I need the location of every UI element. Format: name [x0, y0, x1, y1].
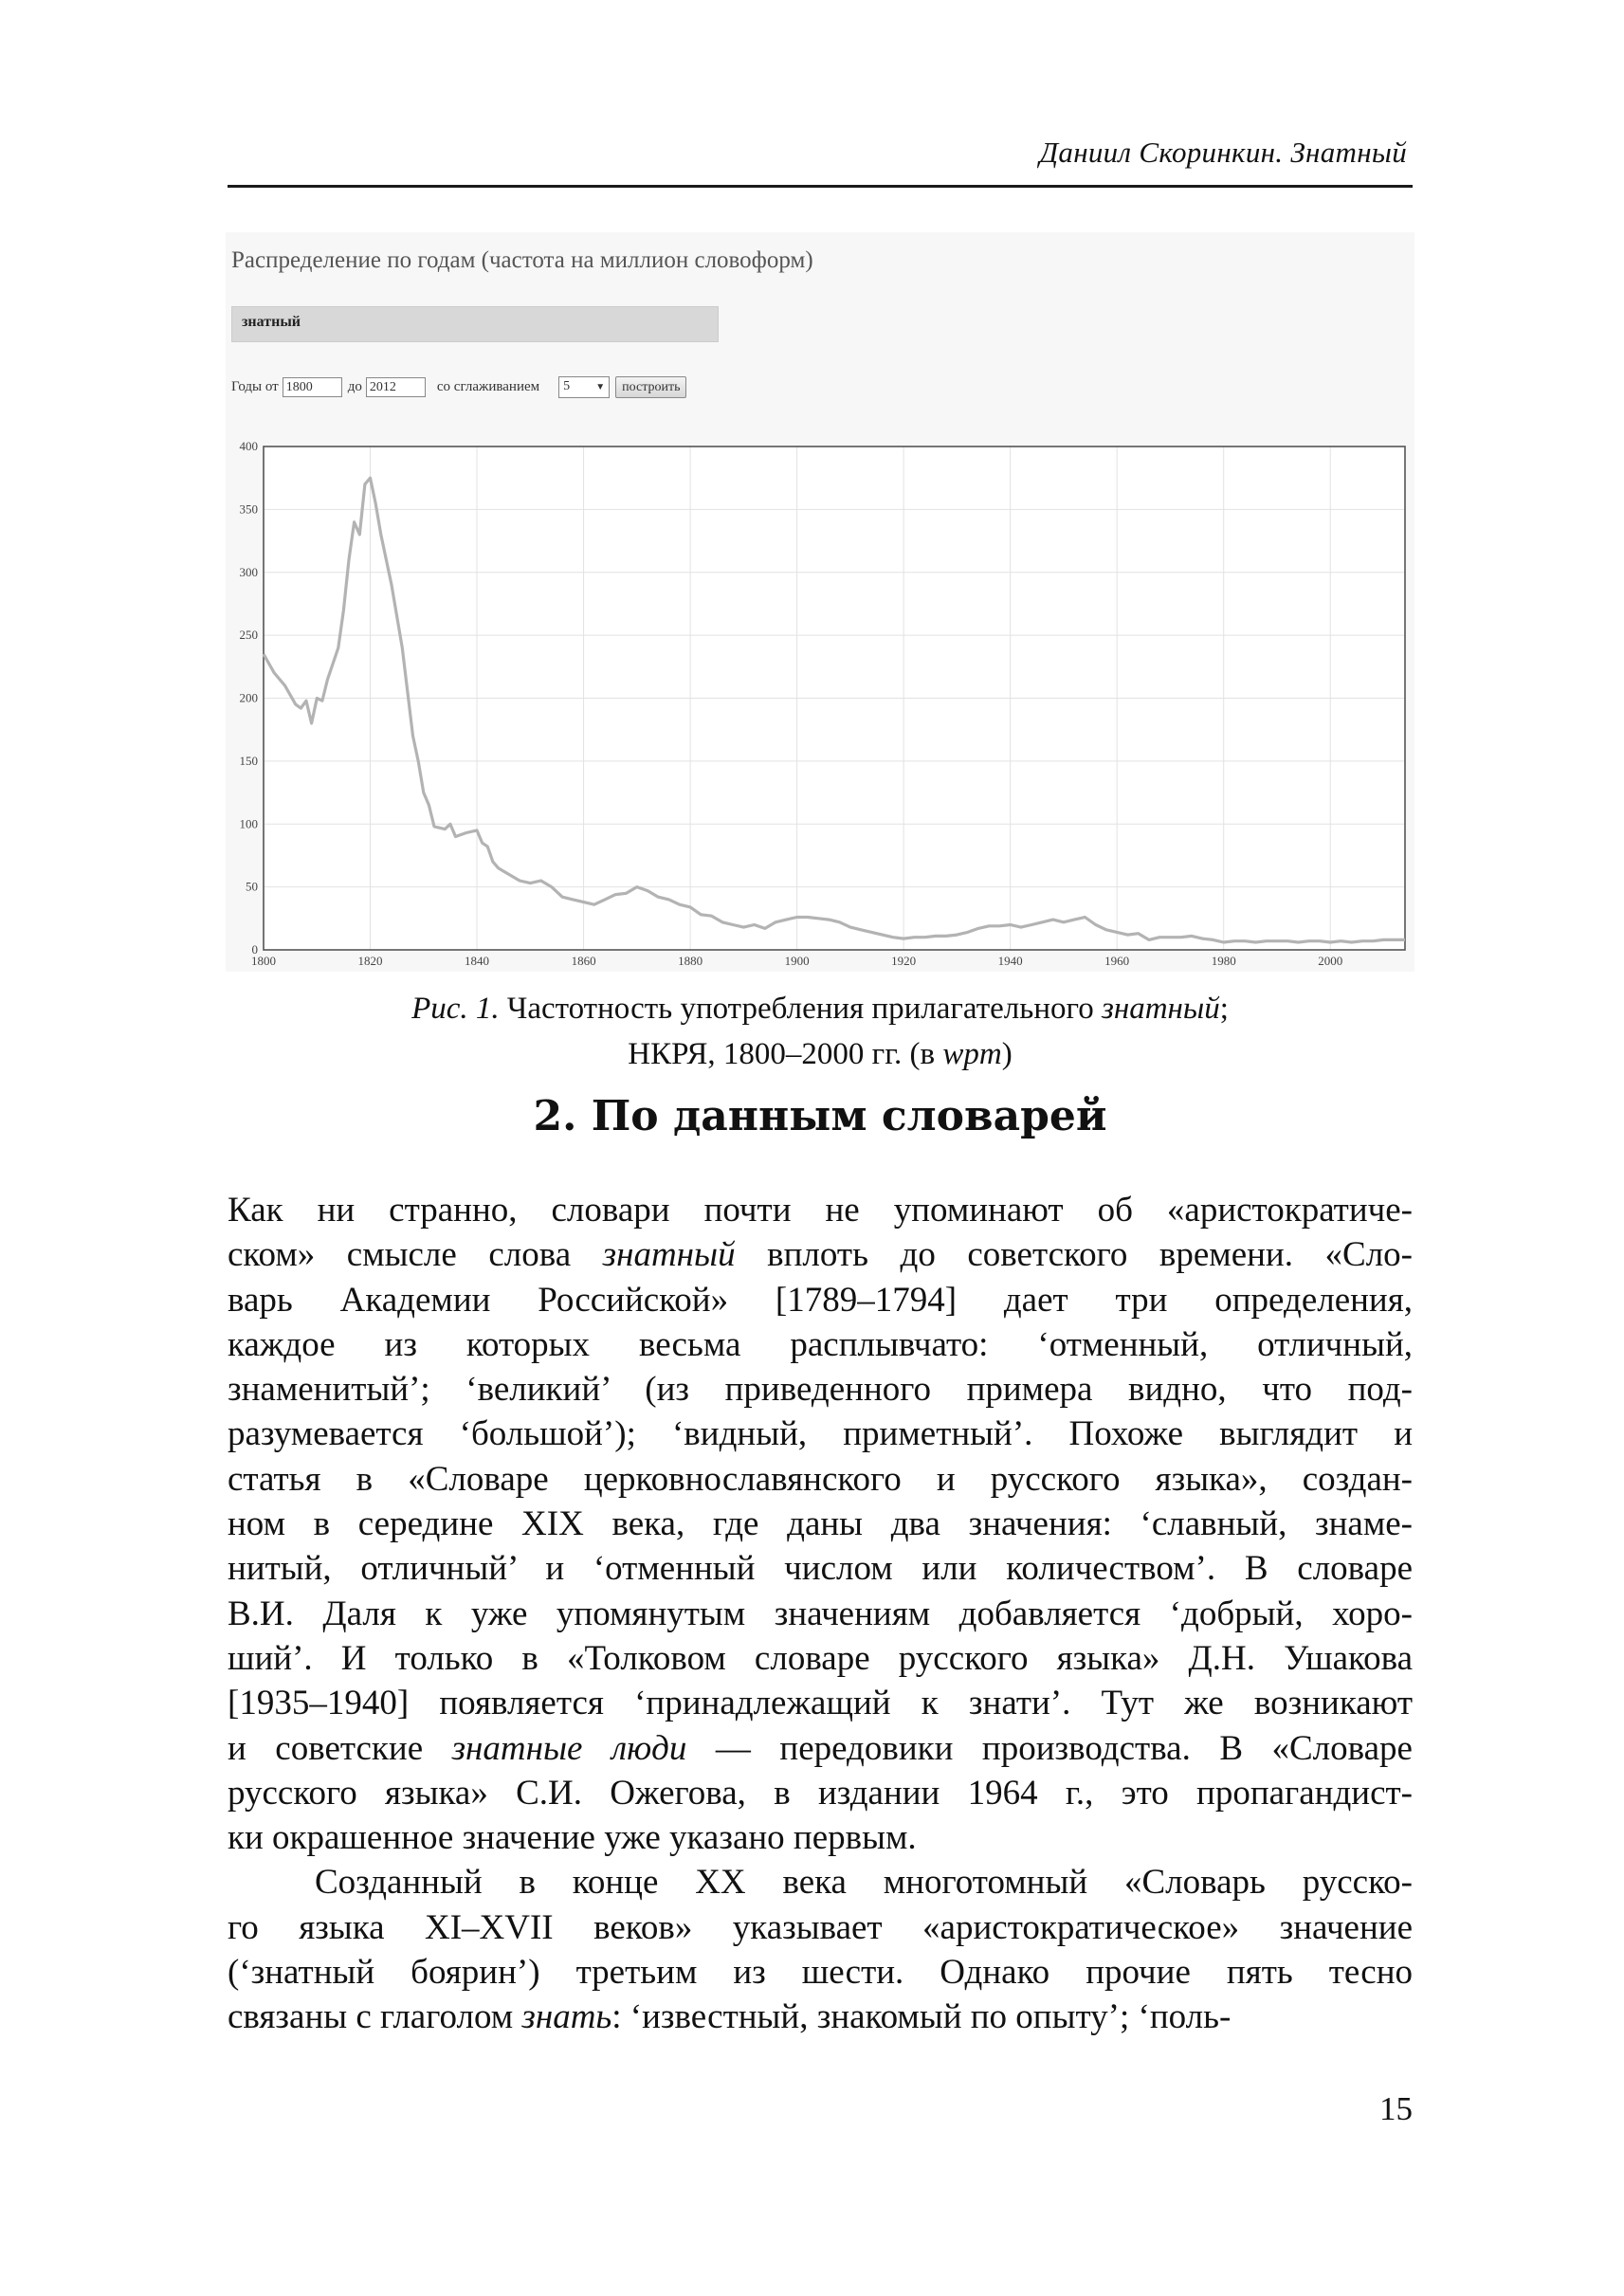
y-tick-label: 100 [239, 816, 258, 831]
year-to-label: до [347, 378, 362, 394]
x-tick-label: 1900 [784, 954, 810, 968]
smoothing-select[interactable] [558, 376, 610, 398]
text-line [228, 1367, 1413, 1412]
x-tick-label: 1840 [465, 954, 490, 968]
text-run: (‘знатный боярин’) третьим из шести. Однако прочие пять тесно [228, 1953, 1413, 1993]
year-controls [231, 373, 686, 401]
caption-text-2: ; [1219, 992, 1229, 1026]
text-run: ший’. И только в «Толковом словаре русского языка» Д.Н. Ушакова [228, 1638, 1413, 1678]
text-line [228, 1681, 1413, 1725]
italic-term: знатный [602, 1235, 736, 1275]
caption-word: знатный [1101, 992, 1220, 1026]
running-header [228, 128, 1413, 188]
year-from-input[interactable]: 1800 [283, 377, 342, 397]
x-tick-label: 1800 [251, 954, 276, 968]
text-line [228, 1457, 1413, 1502]
text-run: [1935–1940] появляется ‘принадлежащий к знати’. Тут же возникают [228, 1684, 1413, 1723]
figure-caption [228, 986, 1413, 1077]
text-run: Созданный в конце XX века многотомный «Словарь русско- [315, 1863, 1413, 1903]
x-tick-label: 1980 [1211, 954, 1236, 968]
text-run: связаны с глаголом [228, 1997, 522, 2037]
text-run: разумевается ‘большой’); ‘видный, приметный’. Похоже выглядит и [228, 1414, 1413, 1454]
text-line [228, 1278, 1413, 1322]
x-tick-label: 2000 [1318, 954, 1343, 968]
caption-line-1 [228, 986, 1413, 1031]
text-run: вплоть до советского времени. «Сло- [735, 1235, 1413, 1275]
section-heading: 2. По данным словарей [533, 1092, 1107, 1140]
text-run: ском» смысле слова [228, 1235, 603, 1275]
x-tick-label: 1940 [997, 954, 1023, 968]
text-run: варь Академии Российской» [1789–1794] дает три определения, [228, 1280, 1413, 1320]
text-run: знаменитый’; ‘великий’ (из приведенного примера видно, что под- [228, 1370, 1413, 1410]
y-tick-label: 200 [239, 690, 258, 705]
text-run: ки окрашенное значение уже указано первым. [228, 1818, 917, 1858]
italic-term: знать [521, 1997, 612, 2037]
caption-text-1: Частотность употребления прилагательного [499, 992, 1102, 1026]
caption-prefix: Рис. 1. [411, 992, 500, 1026]
running-head: Даниил Скоринкин. Знатный [1039, 136, 1407, 169]
y-tick-label: 350 [239, 501, 258, 517]
y-tick-label: 0 [251, 942, 258, 957]
smoothing-label: со сглаживанием [436, 378, 540, 394]
y-tick-label: 250 [239, 628, 258, 643]
years-from-label: Годы от [231, 378, 279, 394]
text-run: статья в «Словаре церковнославянского и русского языка», создан- [228, 1459, 1413, 1499]
text-run: го языка XI–XVII веков» указывает «аристократическое» значение [228, 1907, 1413, 1947]
text-line [228, 1636, 1413, 1681]
text-run: и советские [228, 1728, 452, 1768]
text-run: русского языка» С.И. Ожегова, в издании 1964 г., это пропагандист- [228, 1773, 1413, 1813]
text-line [228, 1546, 1413, 1591]
caption-source: НКРЯ, 1800–2000 гг. (в [628, 1037, 943, 1071]
text-run: каждое из которых весьма расплывчато: ‘отменный, отличный, [228, 1324, 1413, 1364]
text-line [228, 1950, 1413, 1995]
text-run: — передовики производства. В «Словаре [686, 1728, 1413, 1768]
text-run: нитый, отличный’ и ‘отменный числом или количеством’. В словаре [228, 1549, 1413, 1589]
text-line [228, 1592, 1413, 1636]
text-line [228, 1232, 1413, 1277]
year-to-input[interactable]: 2012 [366, 377, 426, 397]
text-line [228, 1815, 1413, 1860]
query-word: знатный [242, 314, 301, 330]
text-line [228, 1322, 1413, 1367]
italic-term: знатные люди [451, 1728, 687, 1768]
x-tick-label: 1920 [891, 954, 917, 968]
smoothing-value: 5 [563, 379, 571, 393]
x-tick-label: 1820 [357, 954, 383, 968]
text-line [228, 1188, 1413, 1232]
y-tick-label: 300 [239, 564, 258, 579]
y-tick-label: 150 [239, 753, 258, 768]
text-line [228, 1502, 1413, 1546]
screenshot-title: Распределение по годам (частота на миллион словоформ) [231, 247, 813, 273]
text-run: : ‘известный, знакомый по опыту’; ‘поль- [611, 1997, 1232, 2037]
y-tick-label: 50 [246, 879, 258, 894]
query-bar [231, 306, 719, 342]
text-line [228, 1726, 1413, 1771]
text-line [228, 1905, 1413, 1950]
caption-line-2 [228, 1031, 1413, 1077]
x-tick-label: 1860 [571, 954, 596, 968]
text-run: В.И. Даля к уже упомянутым значениям добавляется ‘добрый, хоро- [228, 1594, 1413, 1633]
corpus-screenshot-figure [226, 232, 1414, 972]
text-run: ном в середине XIX века, где даны два значения: ‘славный, знаме- [228, 1504, 1413, 1544]
x-tick-label: 1880 [678, 954, 703, 968]
text-line [228, 1995, 1413, 2039]
dropdown-arrow-icon: ▼ [595, 381, 606, 392]
frequency-line-chart [226, 428, 1414, 972]
text-line [228, 1771, 1413, 1815]
y-tick-label: 400 [239, 439, 258, 453]
caption-unit: wpm [942, 1037, 1002, 1071]
page-number: 15 [1379, 2090, 1413, 2127]
text-line [228, 1412, 1413, 1456]
body-text [228, 1188, 1413, 2040]
x-tick-label: 1960 [1104, 954, 1130, 968]
text-run: Как ни странно, словари почти не упоминают об «аристократиче- [228, 1191, 1413, 1230]
build-button[interactable]: построить [615, 376, 686, 398]
text-line [228, 1860, 1413, 1904]
caption-close: ) [1001, 1037, 1013, 1071]
